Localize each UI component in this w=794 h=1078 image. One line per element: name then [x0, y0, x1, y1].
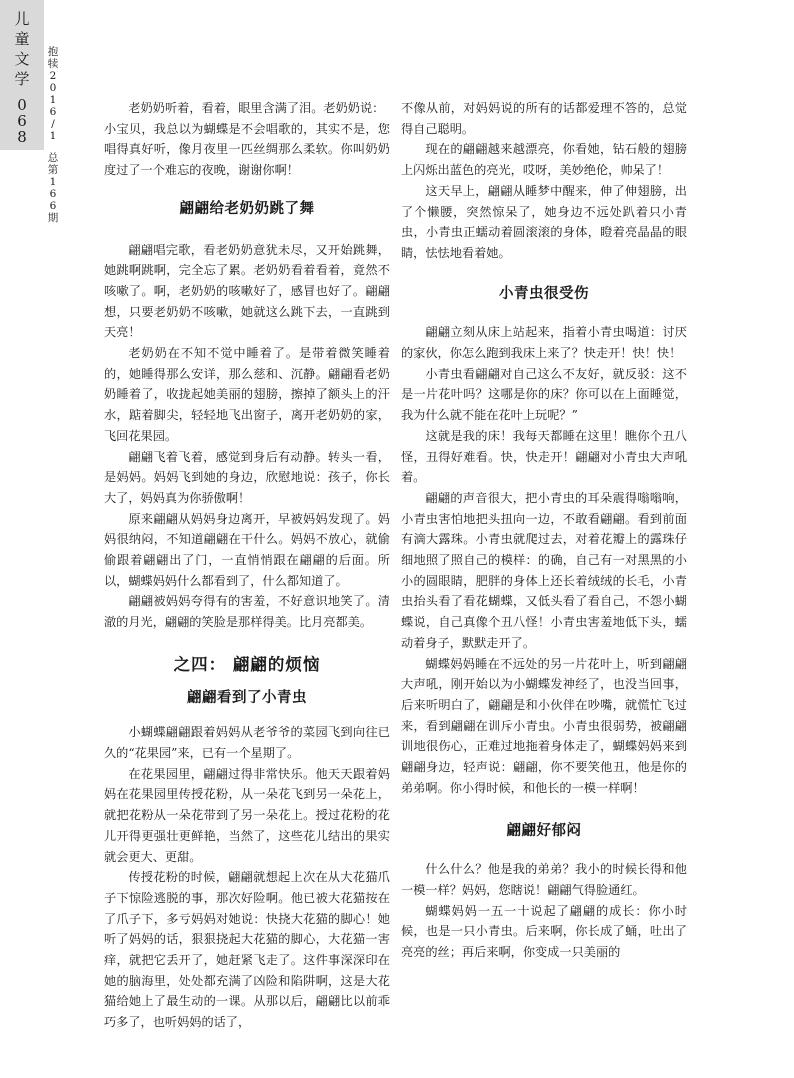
- paragraph: 现在的翩翩越来越漂亮，你看她，钻石般的翅膀上闪烁出蓝色的亮光，哎呀，美妙绝伦，帅呆了！: [401, 142, 687, 178]
- page-number-digit: 0: [17, 96, 27, 114]
- section-heading: 翩翩看到了小青虫: [187, 689, 307, 706]
- section-char: 学: [14, 70, 30, 88]
- page-number-digit: 8: [17, 128, 27, 146]
- section-char: 文: [14, 50, 30, 68]
- paragraph: 小宝贝，我总以为蝴蝶是不会唱歌的，其实不是，您唱得真好听，像月夜里一匹丝绸那么柔软。你叫奶奶度过了一个难忘的夜晚，谢谢你啊！: [104, 121, 390, 178]
- section-heading: 翩翩好郁闷: [506, 822, 582, 839]
- paragraph: 这天早上，翩翩从睡梦中醒来，伸了伸翅膀，出了个懒腰，突然惊呆了，她身边不远处趴着只小青虫，小青虫正蠕动着圆滚滚的身体，瞪着亮晶晶的眼睛，怯怯地看着她。: [401, 183, 687, 260]
- paragraph: 在花果园里，翩翩过得非常快乐。他天天跟着妈妈在花果园里传授花粉，从一朵花飞到另一朵花上，就把花粉从一朵花带到了另一朵花上。授过花粉的花儿开得更强壮更鲜艳，当然了，这些花儿结出的果实就会更大、更甜。: [104, 766, 390, 864]
- paragraph: 老奶奶听着，看着，眼里含满了泪。老奶奶说：: [128, 101, 385, 115]
- paragraph: 传授花粉的时候，翩翩就想起上次在从大花猫爪子下惊险逃脱的事，那次好险啊。他已被大花猫按在了爪子下，多亏妈妈对她说：快挠大花猫的脚心！她听了妈妈的话，狠狠挠起大花猫的脚心，大花猫一害痒，就把它丢开了，她赶紧飞走了。这件事深深印在她的脑海里，处处都充满了凶险和陷阱啊，这是大花猫给她上了最生动的一课。从那以后，翩翩比以前乖巧多了，也听妈妈的话了，: [104, 870, 390, 1030]
- section-tab: [0, 0, 44, 150]
- paragraph: 蝴蝶妈妈一五一十说起了翩翩的成长：你小时候，也是一只小青虫。后来啊，你长成了蛹，吐出了亮亮的丝；再后来啊，你变成一只美丽的: [401, 903, 687, 960]
- paragraph: 原来翩翩从妈妈身边离开，早被妈妈发现了。妈妈很纳闷，不知道翩翩在干什么。妈妈不放心，就偷偷跟着翩翩出了门，一直悄悄跟在翩翩的后面。所以，蝴蝶妈妈什么都看到了，什么都知道了。: [104, 511, 390, 588]
- section-heading: 翩翩给老奶奶跳了舞: [179, 200, 315, 217]
- paragraph: 不像从前，对妈妈说的所有的话都爱理不答的，总觉得自己聪明。: [401, 101, 687, 136]
- paragraph: 翩翩的声音很大，把小青虫的耳朵震得嗡嗡响，小青虫害怕地把头扭向一边，不敢看翩翩。看到前面有滴大露珠。小青虫就爬过去，对着花瓣上的露珠仔细地照了照自己的模样：的确，自己有一对黑黑的小小的圆眼睛，肥胖的身体上还长着绒绒的长毛，小青虫抬头看了看花蝴蝶，又低头看了看自己，不怨小蝴蝶说，自己真像个丑八怪！小青虫害羞地低下头，蠕动着身子，默默走开了。: [401, 490, 687, 650]
- paragraph: 翩翩唱完歌，看老奶奶意犹未尽，又开始跳舞，她跳啊跳啊，完全忘了累。老奶奶看着看着，竟然不咳嗽了。啊，老奶奶的咳嗽好了，感冒也好了。翩翩想，只要老奶奶不咳嗽，她就这么跳下去，一直跳到天亮！: [104, 242, 390, 340]
- paragraph: 翩翩被妈妈夸得有的害羞，不好意识地笑了。清澈的月光，翩翩的笑脸是那样得美。比月亮都美。: [104, 594, 390, 630]
- paragraph: 翩翩飞着飞着，感觉到身后有动静。转头一看，是妈妈。妈妈飞到她的身边，欣慰地说：孩子，你长大了，妈妈真为你骄傲啊！: [104, 449, 390, 505]
- paragraph: 翩翩立刻从床上站起来，指着小青虫喝道：讨厌的家伙，你怎么跑到我床上来了？快走开！快！快！: [401, 325, 687, 361]
- paragraph: 这就是我的床！我每天都睡在这里！瞧你个丑八怪，丑得好难看。快，快走开！翩翩对小青虫大声吼着。: [401, 428, 687, 485]
- paragraph: 什么什么？他是我的弟弟？我小的时候长得和他一模一样？妈妈，您瞎说！翩翩气得脸通红。: [401, 862, 687, 897]
- section-char: 童: [14, 30, 30, 48]
- section-char: 儿: [14, 10, 30, 28]
- paragraph: 老奶奶在不知不觉中睡着了。是带着微笑睡着的，她睡得那么安详，那么慈和、沉静。翩翩看老奶奶睡着了，收拢起她美丽的翅膀，擦掉了额头上的汗水，踮着脚尖，轻轻地飞出窗子，离开老奶奶的家，飞回花果园。: [104, 346, 390, 443]
- page-number-digit: 6: [17, 112, 27, 130]
- magazine-issue-line: 抱 犊 2 0 1 6 / 1 总 第 1 6 6 期: [47, 46, 59, 224]
- paragraph: 小蝴蝶翩翩跟着妈妈从老爷爷的菜园飞到向往已久的“花果园”来，已有一个星期了。: [104, 725, 390, 760]
- chapter-heading: 之四： 翩翩的烦恼: [173, 654, 321, 674]
- section-heading: 小青虫很受伤: [499, 285, 589, 302]
- paragraph: 蝴蝶妈妈睡在不远处的另一片花叶上，听到翩翩大声吼，刚开始以为小蝴蝶发神经了，也没当回事，后来听明白了，翩翩是和小伙伴在吵嘴，就慌忙飞过来，看到翩翩在训斥小青虫。小青虫很弱势，被翩翩训地很伤心，正难过地拖着身体走了，蝴蝶妈妈来到翩翩身边，轻声说：翩翩，你不要笑他丑，他是你的弟弟啊。你小得时候，和他长的一模一样啊！: [401, 656, 687, 795]
- paragraph: 小青虫看翩翩对自己这么不友好，就反驳：这不是一片花叶吗？这哪是你的床？你可以在上面睡觉，我为什么就不能在花叶上玩呢？”: [401, 366, 687, 423]
- left-column: [104, 98, 390, 1033]
- right-column: [401, 98, 687, 963]
